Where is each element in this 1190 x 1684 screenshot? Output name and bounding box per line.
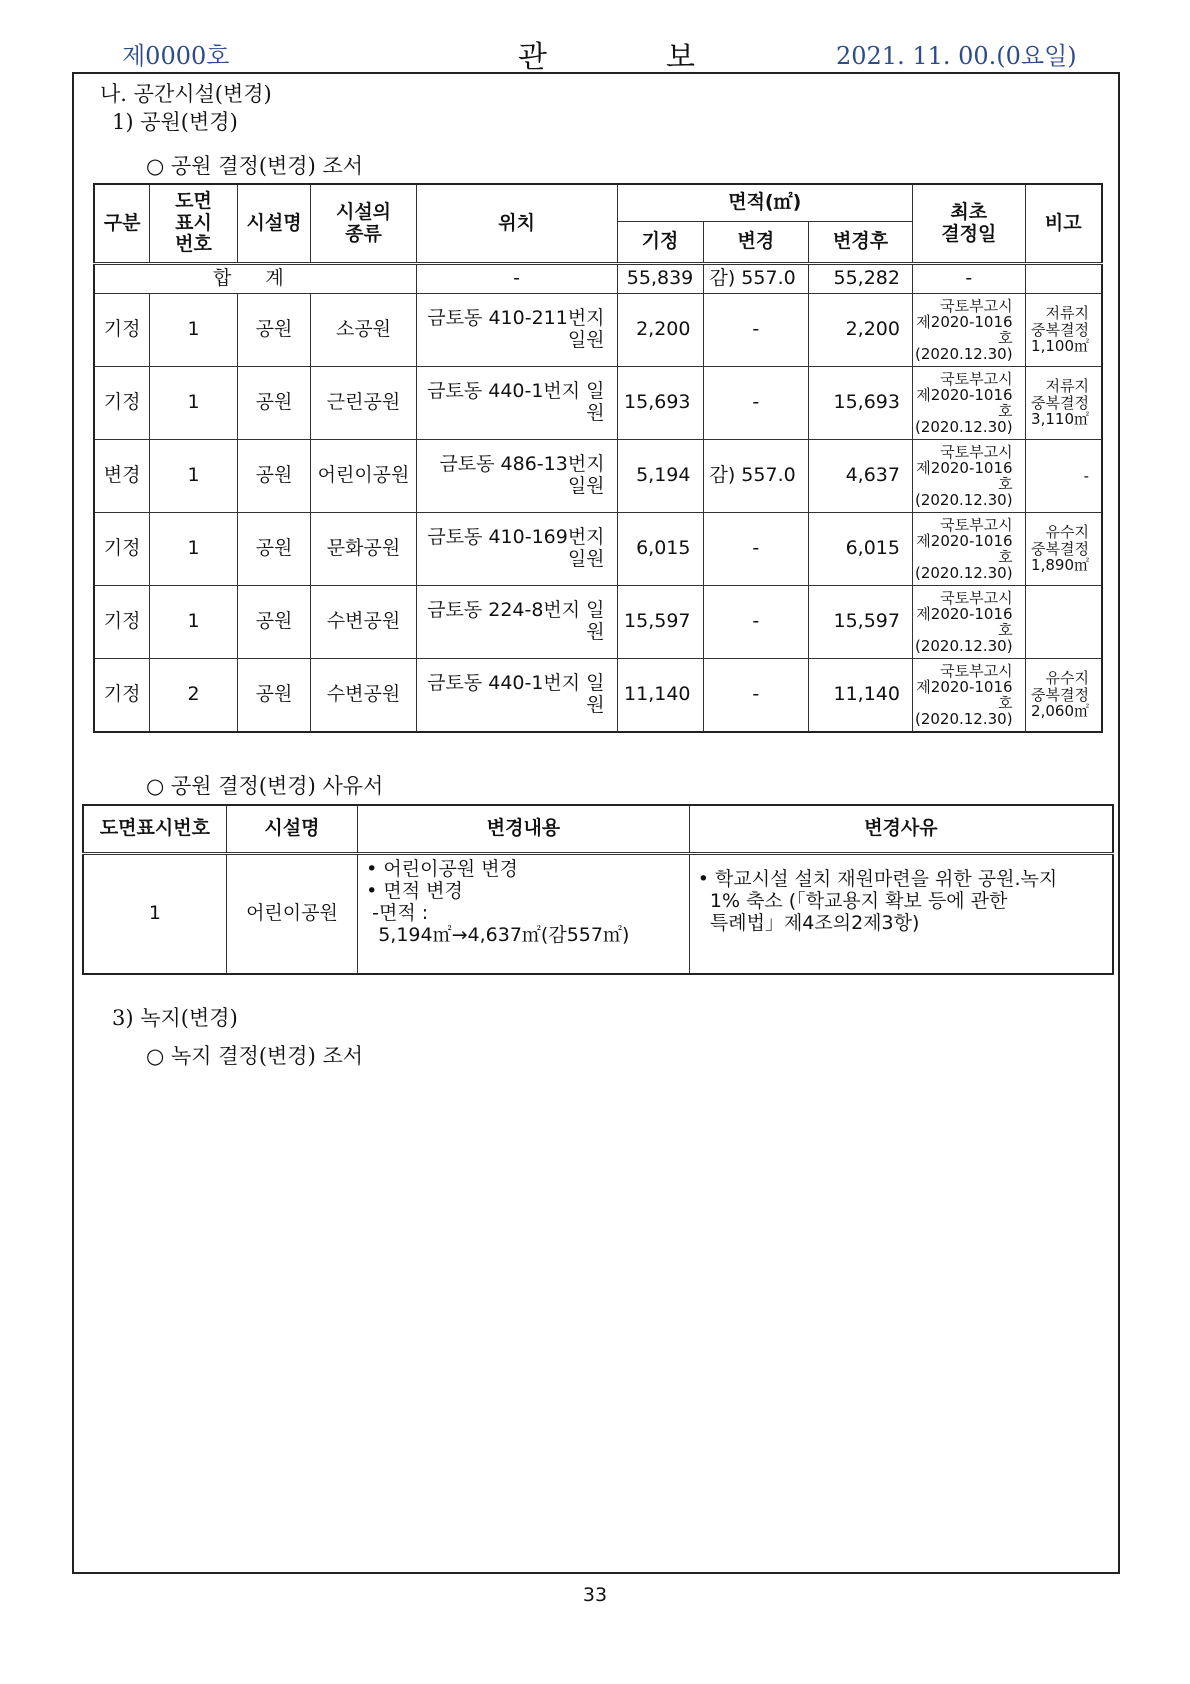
col-map-number: 도면표시번호 [83, 805, 226, 854]
col-existing: 기정 [617, 222, 703, 264]
col-location: 위치 [416, 184, 617, 264]
col-facility: 시설명 [226, 805, 357, 854]
cell-first-decision: 국토부고시 제2020-1016 호 (2020.12.30) [912, 659, 1025, 733]
cell-type: 소공원 [311, 294, 416, 367]
table3-caption: ○ 녹지 결정(변경) 조서 [146, 1044, 364, 1068]
page-number: 33 [582, 1584, 608, 1606]
cell-change: - [703, 367, 809, 440]
cell-facility: 공원 [237, 367, 311, 440]
cell-map-no: 1 [150, 586, 237, 659]
gazette-title-left: 관 [518, 40, 549, 75]
cell-remarks: 저류지 중복결정 1,100㎡ [1025, 294, 1102, 367]
subsection-parks: 1) 공원(변경) [112, 110, 238, 134]
cell-change: - [703, 659, 809, 733]
subsection-green: 3) 녹지(변경) [112, 1006, 238, 1030]
table-row [83, 854, 1113, 975]
cell-map-no: 2 [150, 659, 237, 733]
cell-location: 금토동 224-8번지 일원 [416, 586, 617, 659]
cell-map-no: 1 [150, 367, 237, 440]
cell-remarks: - [1025, 440, 1102, 513]
table-row [94, 513, 1102, 586]
cell-type: 근린공원 [311, 367, 416, 440]
cell-location: 금토동 410-211번지 일원 [416, 294, 617, 367]
table-row [94, 367, 1102, 440]
col-area: 면적(㎡) [617, 184, 912, 222]
cell-category: 기정 [94, 513, 150, 586]
cell-first-decision: 국토부고시 제2020-1016 호 (2020.12.30) [912, 367, 1025, 440]
cell-category: 기정 [94, 294, 150, 367]
table2-caption: ○ 공원 결정(변경) 사유서 [146, 774, 384, 798]
col-remarks: 비고 [1025, 184, 1102, 264]
cell-first-decision: 국토부고시 제2020-1016 호 (2020.12.30) [912, 513, 1025, 586]
cell-facility: 공원 [237, 586, 311, 659]
cell-remarks [1025, 586, 1102, 659]
table-row [94, 294, 1102, 367]
cell-change: - [703, 586, 809, 659]
table-row [94, 440, 1102, 513]
change-content-line: • 어린이공원 변경 [366, 858, 518, 880]
cell-category: 변경 [94, 440, 150, 513]
sum-remarks [1025, 264, 1102, 294]
cell-facility: 공원 [237, 513, 311, 586]
cell-type: 수변공원 [311, 586, 416, 659]
cell-existing: 15,597 [617, 586, 703, 659]
change-content [358, 854, 690, 975]
col-first-decision: 최초 결정일 [912, 184, 1025, 264]
table-row [94, 659, 1102, 733]
col-after: 변경후 [809, 222, 913, 264]
cell-location: 금토동 410-169번지 일원 [416, 513, 617, 586]
cell-map-no: 1 [150, 513, 237, 586]
cell-after: 11,140 [809, 659, 913, 733]
issue-number: 제0000호 [122, 42, 230, 70]
cell-type: 문화공원 [311, 513, 416, 586]
cell-category: 기정 [94, 659, 150, 733]
sum-first-decision: - [912, 264, 1025, 294]
cell-existing: 2,200 [617, 294, 703, 367]
table1-caption: ○ 공원 결정(변경) 조서 [146, 154, 364, 178]
cell-existing: 6,015 [617, 513, 703, 586]
col-facility: 시설명 [237, 184, 311, 264]
change-content-line: 5,194㎡→4,637㎡(감557㎡) [366, 923, 630, 946]
cell-location: 금토동 440-1번지 일원 [416, 367, 617, 440]
col-change-content: 변경내용 [358, 805, 690, 854]
cell-existing: 11,140 [617, 659, 703, 733]
col-map-number: 도면 표시 번호 [150, 184, 237, 264]
change-reason-line: 특례법」제4조의2제3항) [697, 911, 920, 934]
change-content-line: -면적 : [366, 901, 429, 924]
change-reason-line: 1% 축소 (「학교용지 확보 등에 관한 [697, 889, 1008, 912]
change-reason-line: • 학교시설 설치 재원마련을 위한 공원.녹지 [697, 868, 1058, 890]
cell-existing: 5,194 [617, 440, 703, 513]
col-change-reason: 변경사유 [689, 805, 1113, 854]
sum-after: 55,282 [809, 264, 913, 294]
cell-after: 15,597 [809, 586, 913, 659]
table-row [94, 586, 1102, 659]
cell-location: 금토동 486-13번지 일원 [416, 440, 617, 513]
cell-after: 15,693 [809, 367, 913, 440]
cell-type: 어린이공원 [311, 440, 416, 513]
park-reason-table [82, 804, 1114, 975]
change-reason [689, 854, 1113, 975]
cell-first-decision: 국토부고시 제2020-1016 호 (2020.12.30) [912, 440, 1025, 513]
cell-first-decision: 국토부고시 제2020-1016 호 (2020.12.30) [912, 294, 1025, 367]
cell-after: 6,015 [809, 513, 913, 586]
cell-category: 기정 [94, 586, 150, 659]
sum-change: 감) 557.0 [703, 264, 809, 294]
sum-row [94, 264, 1102, 294]
col-category: 구분 [94, 184, 150, 264]
cell-type: 수변공원 [311, 659, 416, 733]
cell-remarks: 유수지 중복결정 1,890㎡ [1025, 513, 1102, 586]
park-decision-table [93, 183, 1103, 733]
facility-name: 어린이공원 [226, 854, 357, 975]
col-type: 시설의 종류 [311, 184, 416, 264]
cell-facility: 공원 [237, 294, 311, 367]
issue-date: 2021. 11. 00.(0요일) [836, 42, 1077, 70]
cell-after: 2,200 [809, 294, 913, 367]
cell-map-no: 1 [150, 440, 237, 513]
col-change: 변경 [703, 222, 809, 264]
section-heading: 나. 공간시설(변경) [100, 82, 272, 106]
cell-after: 4,637 [809, 440, 913, 513]
cell-category: 기정 [94, 367, 150, 440]
change-content-line: • 면적 변경 [366, 879, 463, 902]
cell-change: - [703, 294, 809, 367]
cell-facility: 공원 [237, 440, 311, 513]
sum-location: - [416, 264, 617, 294]
cell-change: 감) 557.0 [703, 440, 809, 513]
gazette-title-right: 보 [666, 40, 697, 75]
cell-change: - [703, 513, 809, 586]
cell-existing: 15,693 [617, 367, 703, 440]
cell-map-no: 1 [150, 294, 237, 367]
sum-existing: 55,839 [617, 264, 703, 294]
map-number: 1 [83, 854, 226, 975]
cell-first-decision: 국토부고시 제2020-1016 호 (2020.12.30) [912, 586, 1025, 659]
cell-remarks: 저류지 중복결정 3,110㎡ [1025, 367, 1102, 440]
sum-label: 합 계 [94, 264, 416, 294]
cell-facility: 공원 [237, 659, 311, 733]
cell-remarks: 유수지 중복결정 2,060㎡ [1025, 659, 1102, 733]
cell-location: 금토동 440-1번지 일원 [416, 659, 617, 733]
